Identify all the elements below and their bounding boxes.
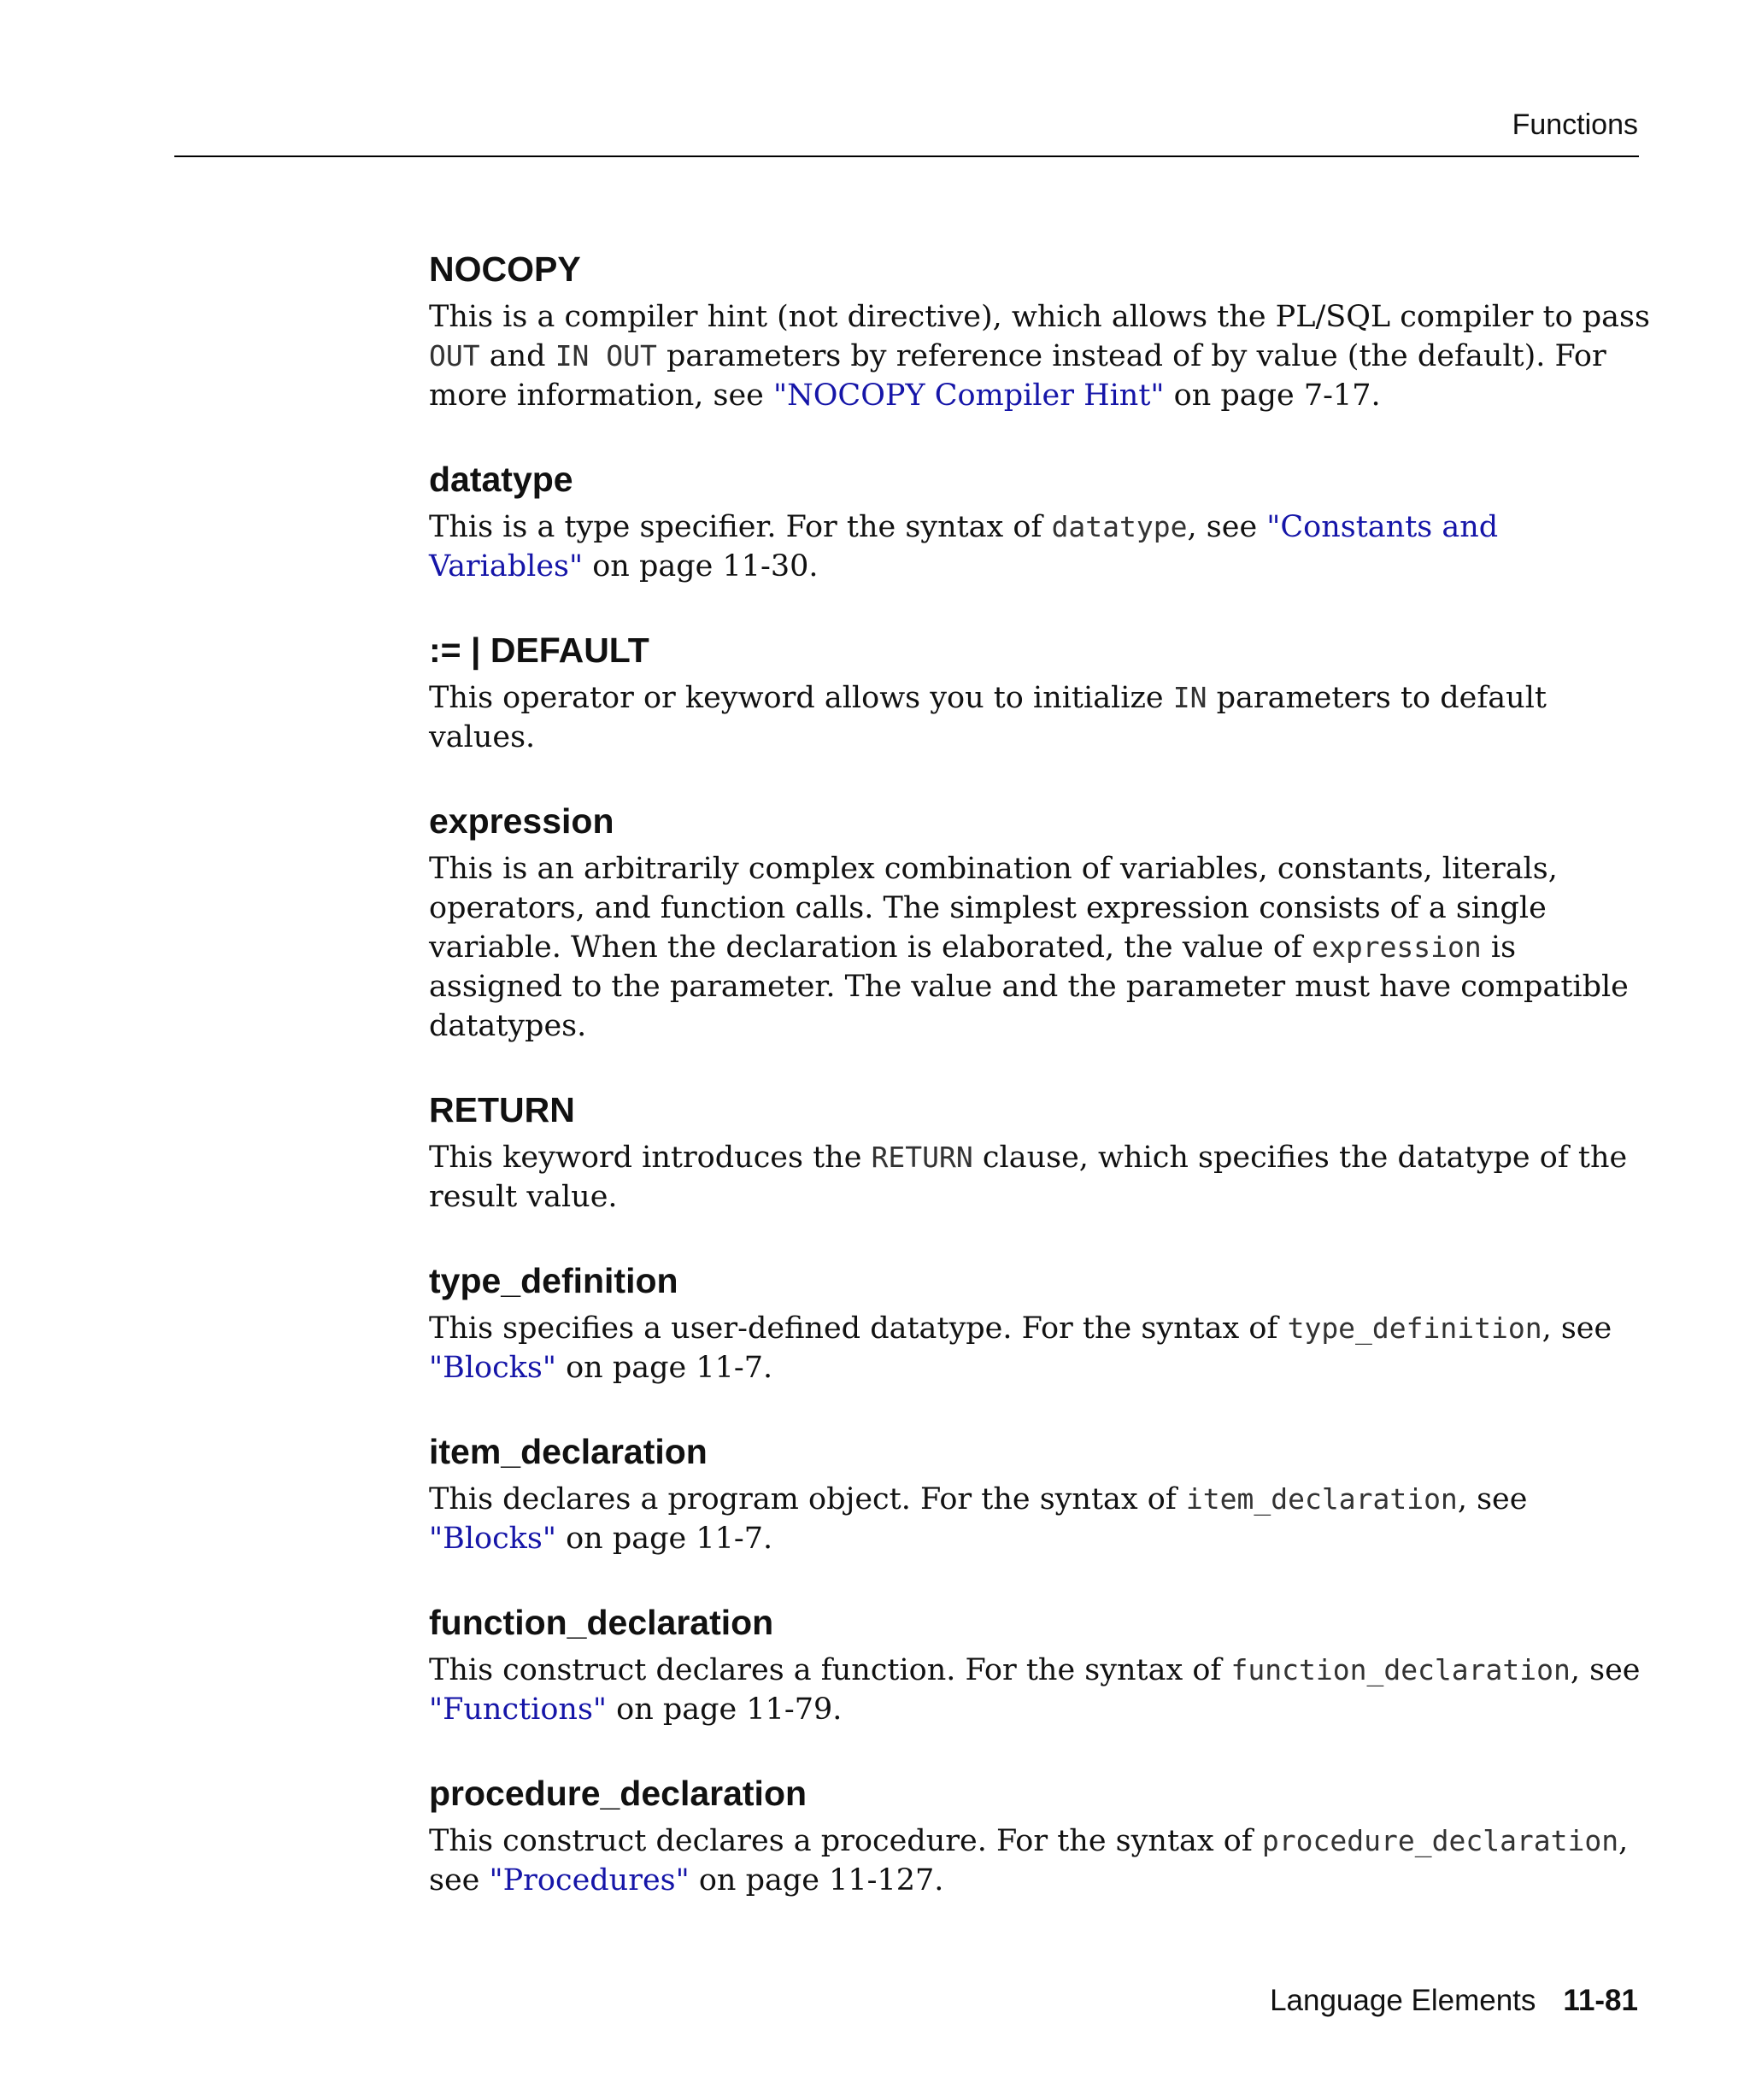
description-text: , see: [1542, 1311, 1612, 1346]
description-text: This construct declares a procedure. For the syntax of: [429, 1824, 1262, 1858]
code-term: IN: [1172, 681, 1207, 714]
entry-heading: type_definition: [429, 1261, 678, 1300]
entry-description: [429, 849, 1651, 1046]
description-text: on page 11-30.: [583, 549, 819, 584]
code-term: OUT: [429, 339, 480, 372]
entry-item-declaration: [429, 1428, 1651, 1558]
entry-heading: := | DEFAULT: [429, 631, 649, 670]
entry-datatype: [429, 456, 1651, 586]
description-text: on page 11-79.: [607, 1692, 843, 1727]
description-text: This specifies a user-defined datatype. For the syntax of: [429, 1311, 1288, 1346]
entry-description: [429, 1309, 1651, 1387]
description-text: on page 11-7.: [555, 1522, 773, 1556]
page-content: [429, 246, 1651, 1941]
entry-heading: datatype: [429, 460, 573, 499]
description-text: This is a compiler hint (not directive), which allows the PL/SQL compiler to pass: [429, 300, 1650, 334]
entry-default: [429, 627, 1651, 757]
description-text: This operator or keyword allows you to initialize: [429, 681, 1173, 715]
cross-reference-link[interactable]: "Blocks": [429, 1351, 556, 1385]
entry-description: [429, 1821, 1651, 1900]
description-text: , see: [1187, 510, 1267, 544]
description-text: This is an arbitrarily complex combination of variables, constants, literals, operators, and function calls. The simplest expression consists of a single variable. When the declaration is elaborated, the value of: [429, 852, 1558, 965]
entry-description: [429, 297, 1651, 415]
cross-reference-link[interactable]: "Blocks": [429, 1522, 556, 1556]
code-term: function_declaration: [1230, 1653, 1571, 1686]
entry-heading: expression: [429, 801, 614, 841]
description-text: This is a type specifier. For the syntax of: [429, 510, 1052, 544]
cross-reference-link[interactable]: "Procedures": [489, 1863, 690, 1898]
entry-heading: item_declaration: [429, 1432, 708, 1471]
code-term: item_declaration: [1185, 1482, 1458, 1516]
entry-heading: procedure_declaration: [429, 1774, 807, 1813]
description-text: clause, which specifies the datatype of the result value.: [429, 1141, 1628, 1214]
code-term: procedure_declaration: [1261, 1824, 1619, 1857]
description-text: is assigned to the parameter. The value and the parameter must have compatible datatypes.: [429, 930, 1629, 1043]
running-header: Functions: [1512, 109, 1638, 141]
footer-section-title: Language Elements: [1270, 1984, 1536, 2017]
running-footer: [0, 1984, 1638, 2018]
code-term: expression: [1312, 930, 1482, 964]
description-text: on page 11-7.: [555, 1351, 773, 1385]
entry-type-definition: [429, 1258, 1651, 1387]
description-text: on page 7-17.: [1164, 378, 1381, 413]
page-number: 11-81: [1563, 1984, 1638, 2017]
entry-procedure-declaration: [429, 1770, 1651, 1900]
description-text: parameters by reference instead of by value (the default). For more information, see: [429, 339, 1606, 413]
entry-heading: NOCOPY: [429, 249, 581, 289]
code-term: RETURN: [871, 1141, 973, 1174]
entry-description: [429, 678, 1651, 757]
entry-expression: [429, 798, 1651, 1046]
description-text: , see: [1570, 1653, 1641, 1687]
entry-return: [429, 1087, 1651, 1217]
description-text: , see: [1457, 1482, 1528, 1516]
cross-reference-link[interactable]: "Functions": [429, 1692, 608, 1727]
entry-description: [429, 1480, 1651, 1558]
cross-reference-link[interactable]: "Constants and Variables": [429, 510, 1499, 584]
entry-heading: function_declaration: [429, 1603, 774, 1642]
entry-description: [429, 507, 1651, 586]
description-text: This construct declares a function. For the syntax of: [429, 1653, 1231, 1687]
entry-description: [429, 1138, 1651, 1217]
entry-nocopy: [429, 246, 1651, 415]
description-text: This declares a program object. For the syntax of: [429, 1482, 1186, 1516]
header-rule: [174, 155, 1639, 157]
code-term: IN OUT: [555, 339, 657, 372]
code-term: datatype: [1051, 510, 1188, 543]
entry-heading: RETURN: [429, 1090, 575, 1129]
description-text: parameters to default values.: [429, 681, 1547, 754]
entry-description: [429, 1651, 1651, 1729]
description-text: This keyword introduces the: [429, 1141, 872, 1175]
cross-reference-link[interactable]: "NOCOPY Compiler Hint": [773, 378, 1165, 413]
entry-function-declaration: [429, 1599, 1651, 1729]
description-text: and: [479, 339, 555, 373]
description-text: on page 11-127.: [689, 1863, 944, 1898]
code-term: type_definition: [1287, 1311, 1542, 1345]
description-text: , see: [429, 1824, 1629, 1898]
